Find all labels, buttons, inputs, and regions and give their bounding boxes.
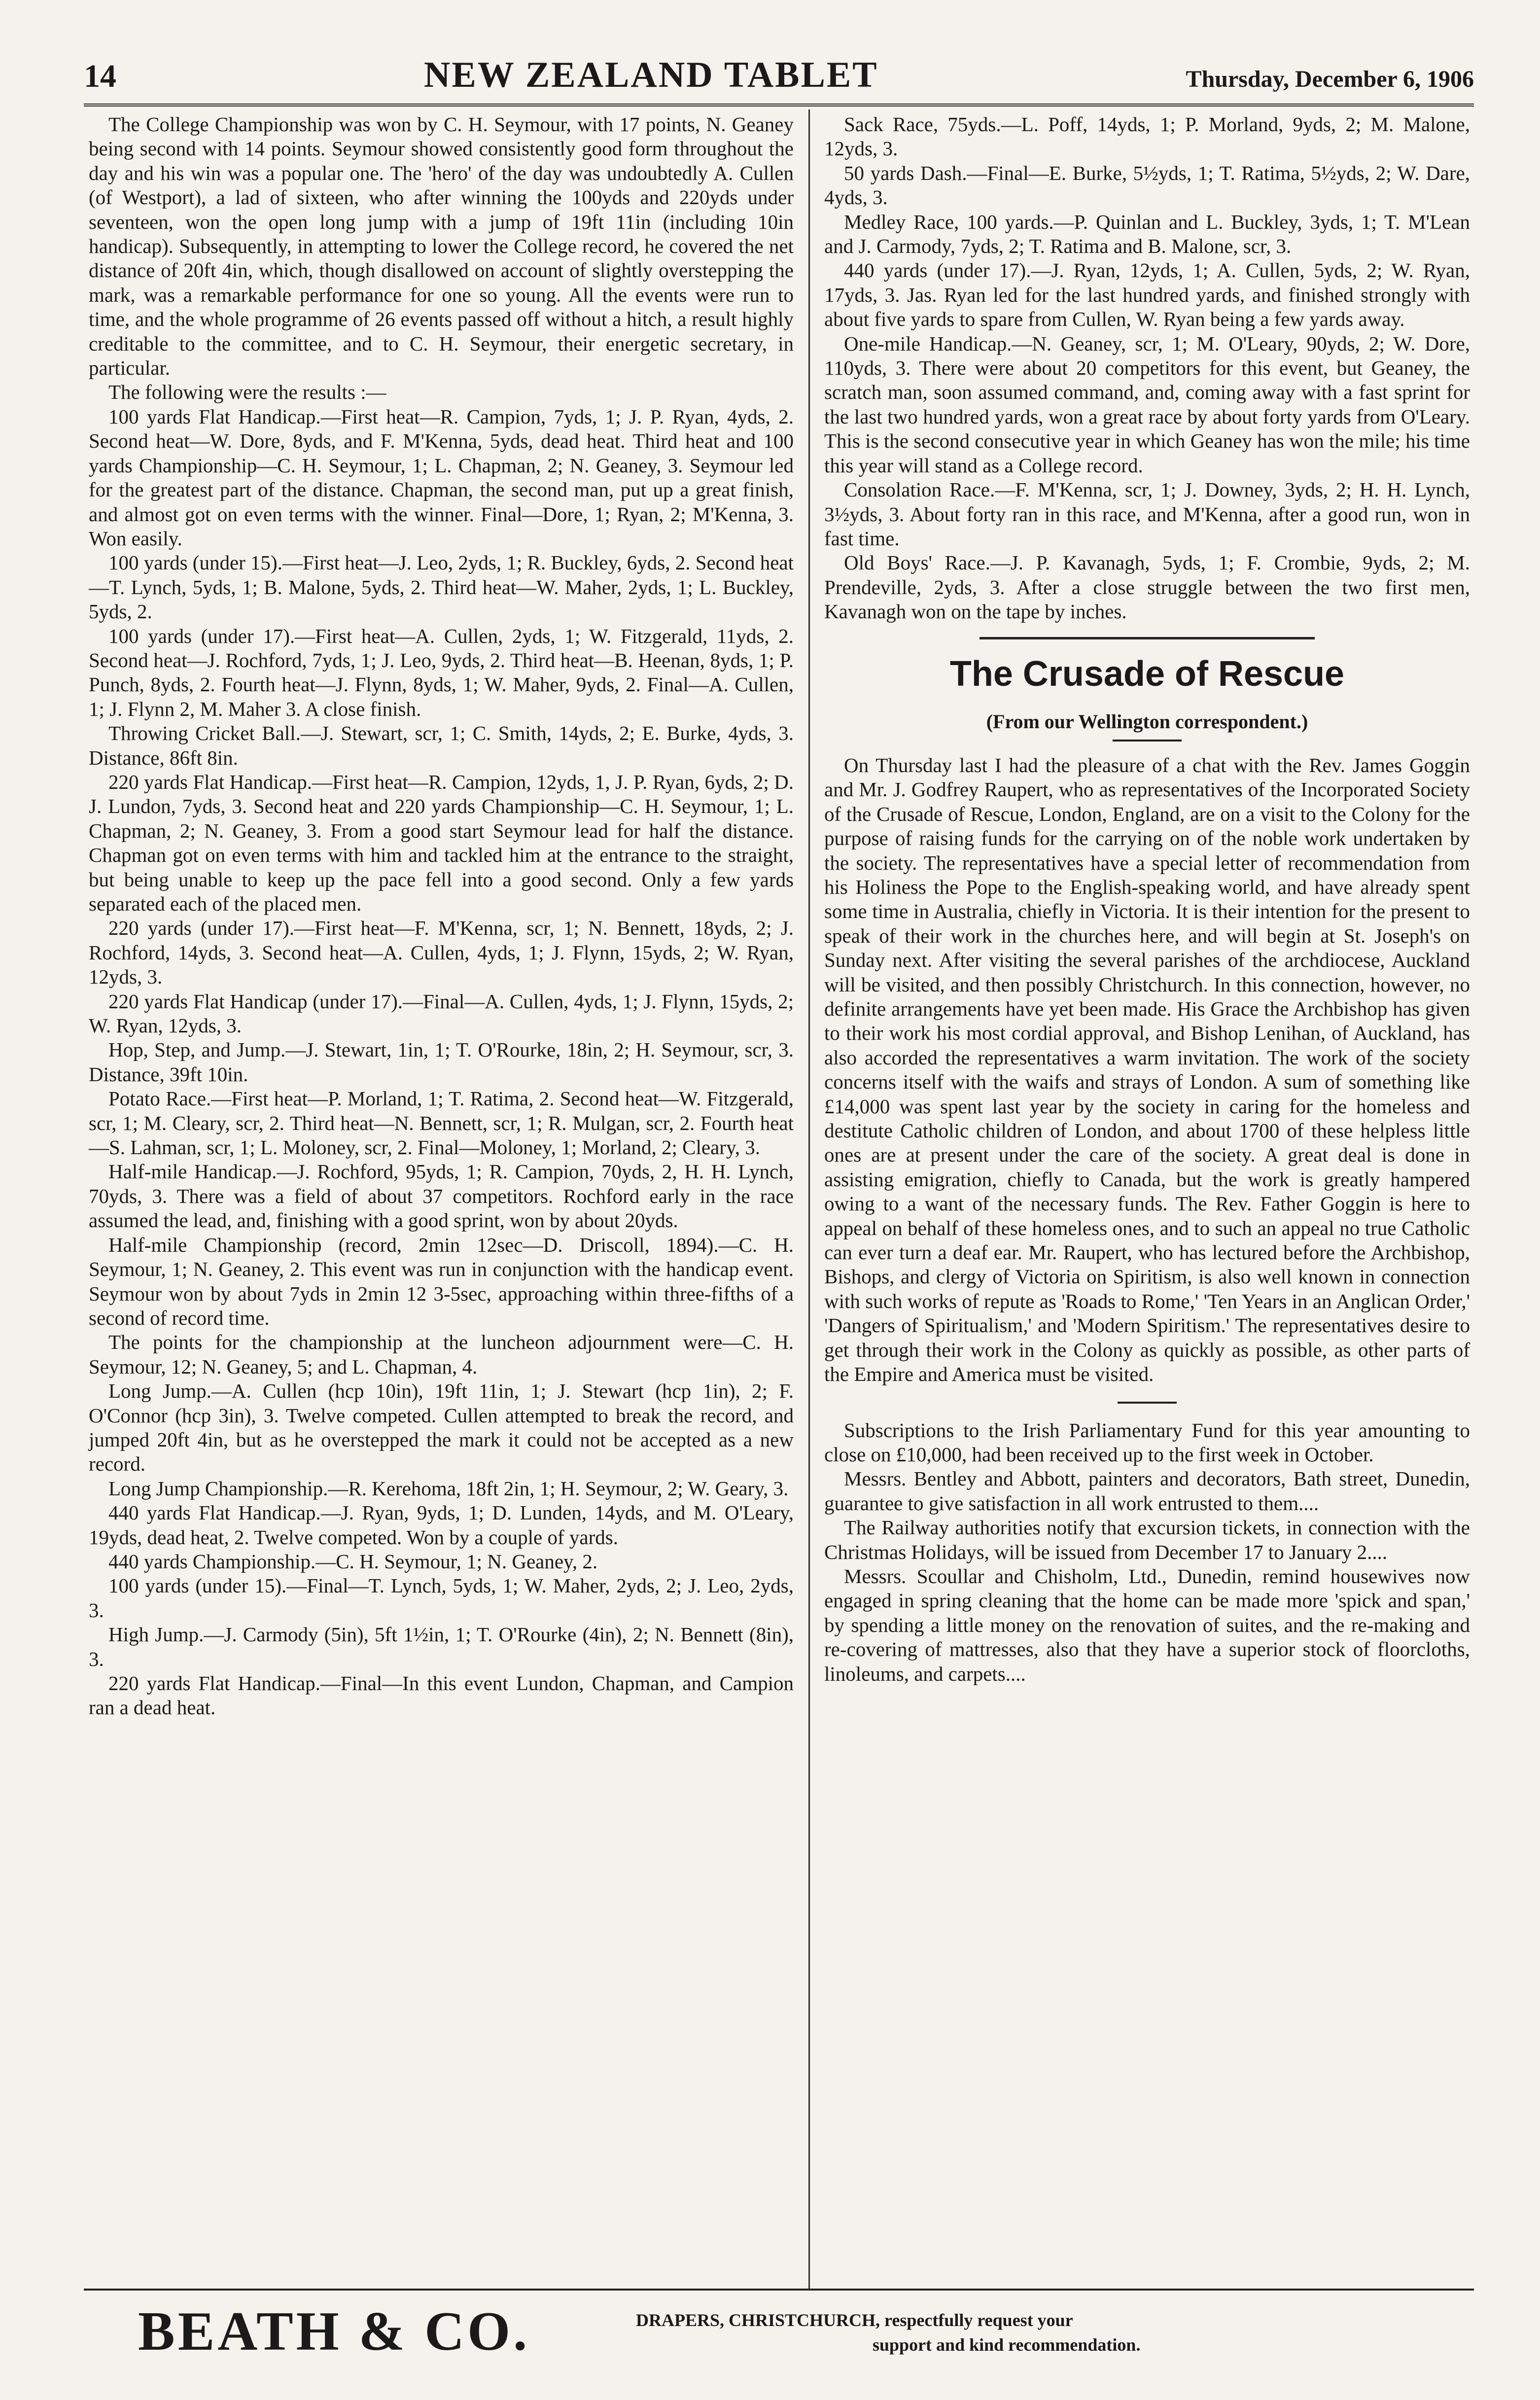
news-note: Subscriptions to the Irish Parliamentary Fund for this year amounting to close on £10,000, had been received up to the first week in October. <box>824 1418 1470 1466</box>
sports-paragraph: Half-mile Championship (record, 2min 12sec—D. Driscoll, 1894).—C. H. Seymour, 1; N. Geaney, 2. This event was run in conjunction with the handicap event. Seymour won by about 7yds in 2min 12 3-5sec, approaching within three-fifths of a second of record time. <box>89 1233 794 1329</box>
advertisement-text-line-2: support and kind recommendation. <box>873 2335 1141 2355</box>
sports-paragraph: The following were the results :— <box>108 381 386 404</box>
news-note: Messrs. Bentley and Abbott, painters and decorators, Bath street, Dunedin, guarantee to give satisfaction in all work entrusted to them.... <box>824 1467 1470 1515</box>
article-body: On Thursday last I had the pleasure of a chat with the Rev. James Goggin and Mr. J. Godfrey Raupert, who as representatives of the Incorporated Society of the Crusade of Rescue, London, England, are on a visit to the Colony for the purpose of raising funds for the carrying on of the noble work undertaken by the society. The representatives have a special letter of recommendation from his Holiness the Pope to the English-speaking world, and have already spent some time in Australia, chiefly in Victoria. It is their intention for the present to speak of their work in the churches here, and will begin at St. Joseph's on Sunday next. After visiting the several parishes of the archdiocese, Auckland will be visited, and then possibly Christchurch. In this connection, however, no definite arrangements have yet been made. His Grace the Archbishop has given to their work his most cordial approval, and Bishop Lenihan, of Auckland, has also accorded the representatives a warm invitation. The work of the society concerns itself with the waifs and strays of London. A sum of something like £14,000 was spent last year by the society in caring for the homeless and destitute Catholic children of London, and about 1700 of these helpless little ones are at present under the care of the society. A great deal is done in assisting emigration, chiefly to Canada, but the work is greatly hampered owing to a want of the necessary funds. The Rev. Father Goggin is here to appeal on behalf of these homeless ones, and to such an appeal no true Catholic can ever turn a deaf ear. Mr. Raupert, who has lectured before the Archbishop, Bishops, and clergy of Victoria on Spiritism, is also well known in connection with such works of repute as 'Roads to Rome,' 'Ten Years in an Anglican Order,' 'Dangers of Spiritualism,' and 'Modern Spiritism.' The representatives desire to get through their work in the Colony as quickly as possible, as other parts of the Empire and America must be visited. <box>824 753 1470 1386</box>
column-divider <box>808 109 810 2289</box>
left-column <box>89 112 794 1720</box>
sports-paragraph: Potato Race.—First heat—P. Morland, 1; T. Ratima, 2. Second heat—W. Fitzgerald, scr, 1; M. Cleary, scr, 2. Third heat—N. Bennett, scr, 1; R. Mulgan, scr, 2. Fourth heat—S. Lahman, scr, 1; L. Moloney, scr, 2. Final—Moloney, 1; Morland, 2; Cleary, 3. <box>89 1087 794 1159</box>
sports-paragraph: Half-mile Handicap.—J. Rochford, 95yds, 1; R. Campion, 70yds, 2, H. H. Lynch, 70yds, 3. There was a field of about 37 competitors. Rochford early in the race assumed the lead, and, finishing with a good sprint, won by about 20yds. <box>89 1160 794 1232</box>
advertiser-name: BEATH & CO. <box>138 2301 530 2362</box>
advertisement-text-line-1: DRAPERS, CHRISTCHURCH, respectfully request your <box>636 2310 1073 2330</box>
page-number: 14 <box>84 58 116 94</box>
right-column <box>824 112 1470 1686</box>
sports-paragraph: Medley Race, 100 yards.—P. Quinlan and L. Buckley, 3yds, 1; T. M'Lean and J. Carmody, 7yds, 2; T. Ratima and B. Malone, scr, 3. <box>824 210 1470 258</box>
sports-paragraph: 100 yards (under 15).—First heat—J. Leo, 2yds, 1; R. Buckley, 6yds, 2. Second heat—T. Lynch, 5yds, 1; B. Malone, 5yds, 2. Third heat—W. Maher, 2yds, 1; L. Buckley, 5yds, 2. <box>89 551 794 623</box>
masthead-title: NEW ZEALAND TABLET <box>423 55 878 95</box>
sports-paragraph: 50 yards Dash.—Final—E. Burke, 5½yds, 1; T. Ratima, 5½yds, 2; W. Dare, 4yds, 3. <box>824 161 1470 209</box>
sports-paragraph: 220 yards Flat Handicap.—Final—In this event Lundon, Chapman, and Campion ran a dead heat. <box>89 1672 794 1719</box>
sports-paragraph: 440 yards Flat Handicap.—J. Ryan, 9yds, 1; D. Lunden, 14yds, and M. O'Leary, 19yds, dead heat, 2. Twelve competed. Won by a couple of yards. <box>89 1501 794 1549</box>
article-byline: (From our Wellington correspondent.) <box>986 710 1308 733</box>
sports-paragraph: 440 yards (under 17).—J. Ryan, 12yds, 1; A. Cullen, 5yds, 2; W. Ryan, 17yds, 3. Jas. Ryan led for the last hundred yards, and finished strongly with about five yards to spare from Cullen, W. Ryan being a few yards away. <box>824 259 1470 331</box>
news-note: Messrs. Scoullar and Chisholm, Ltd., Dunedin, remind housewives now engaged in spring cleaning that the home can be made more 'spick and span,' by spending a little money on the renovation of suites, and the re-making and re-covering of mattresses, also that they have a superior stock of floorcloths, linoleums, and carpets.... <box>824 1564 1470 1685</box>
notes-separator-rule <box>1118 1402 1177 1404</box>
article-headline: The Crusade of Rescue <box>949 654 1345 694</box>
sports-paragraph: Old Boys' Race.—J. P. Kavanagh, 5yds, 1; F. Crombie, 9yds, 2; M. Prendeville, 2yds, 3. After a close struggle between the two first men, Kavanagh won on the tape by inches. <box>824 551 1470 623</box>
byline-rule <box>1113 740 1182 741</box>
header-rule <box>84 104 1474 106</box>
sports-paragraph: 220 yards Flat Handicap.—First heat—R. Campion, 12yds, 1, J. P. Ryan, 6yds, 2; D. J. Lundon, 7yds, 3. Second heat and 220 yards Championship—C. H. Seymour, 1; L. Chapman, 2; N. Geaney, 3. From a good start Seymour lead for half the distance. Chapman got on even terms with him and tackled him at the entrance to the straight, but being unable to keep up the pace fell into a good second. Only a few yards separated each of the placed men. <box>89 770 794 915</box>
sports-paragraph: 100 yards Flat Handicap.—First heat—R. Campion, 7yds, 1; J. P. Ryan, 4yds, 2. Second heat—W. Dore, 8yds, and F. M'Kenna, 5yds, dead heat. Third heat and 100 yards Championship—C. H. Seymour, 1; L. Chapman, 2; N. Geaney, 3. Seymour led for the greatest part of the distance. Chapman, the second man, put up a great finish, and almost got on even terms with the winner. Final—Dore, 1; Ryan, 2; M'Kenna, 3. Won easily. <box>89 405 794 550</box>
sports-paragraph: 220 yards (under 17).—First heat—F. M'Kenna, scr, 1; N. Bennett, 18yds, 2; J. Rochford, 14yds, 3. Second heat—A. Cullen, 4yds, 1; J. Flynn, 15yds, 2; W. Ryan, 12yds, 3. <box>89 917 794 988</box>
sports-paragraph: 440 yards Championship.—C. H. Seymour, 1; N. Geaney, 2. <box>108 1550 598 1573</box>
issue-date: Thursday, December 6, 1906 <box>1186 66 1474 92</box>
sports-paragraph: 100 yards (under 17).—First heat—A. Cullen, 2yds, 1; W. Fitzgerald, 11yds, 2. Second heat—J. Rochford, 7yds, 1; J. Leo, 9yds, 2. Third heat—B. Heenan, 8yds, 1; P. Punch, 8yds, 2. Fourth heat—J. Flynn, 8yds, 1; W. Maher, 9yds, 2. Final—A. Cullen, 1; J. Flynn 2, M. Maher 3. A close finish. <box>89 624 794 720</box>
footer-advertisement <box>138 2300 1469 2364</box>
sports-paragraph: Long Jump Championship.—R. Kerehoma, 18ft 2in, 1; H. Seymour, 2; W. Geary, 3. <box>108 1477 789 1500</box>
sports-paragraph: 220 yards Flat Handicap (under 17).—Final—A. Cullen, 4yds, 1; J. Flynn, 15yds, 2; W. Ryan, 12yds, 3. <box>89 989 794 1037</box>
sports-paragraph: The points for the championship at the luncheon adjournment were—C. H. Seymour, 12; N. Geaney, 5; and L. Chapman, 4. <box>89 1331 794 1378</box>
sports-paragraph: Hop, Step, and Jump.—J. Stewart, 1in, 1; T. O'Rourke, 18in, 2; H. Seymour, scr, 3. Distance, 39ft 10in. <box>89 1038 794 1086</box>
sports-paragraph: One-mile Handicap.—N. Geaney, scr, 1; M. O'Leary, 90yds, 2; W. Dore, 110yds, 3. There were about 20 competitors for this event, but Geaney, the scratch man, soon assumed command, and, coming away with a fast sprint for the last two hundred yards, won a great race by about forty yards from O'Leary. This is the second consecutive year in which Geaney has won the mile; his time this year will stand as a College record. <box>824 332 1470 477</box>
sports-paragraph: Long Jump.—A. Cullen (hcp 10in), 19ft 11in, 1; J. Stewart (hcp 1in), 2; F. O'Connor (hcp 3in), 3. Twelve competed. Cullen attempted to break the record, and jumped 20ft 4in, but as he overstepped the mark it could not be accepted as a new record. <box>89 1379 794 1476</box>
article-separator-rule <box>980 637 1315 639</box>
sports-paragraph: Consolation Race.—F. M'Kenna, scr, 1; J. Downey, 3yds, 2; H. H. Lynch, 3½yds, 3. About forty ran in this race, and M'Kenna, after a good run, won in fast time. <box>824 478 1470 550</box>
sports-paragraph: The College Championship was won by C. H. Seymour, with 17 points, N. Geaney being second with 14 points. Seymour showed consistently good form throughout the day and his win was a popular one. The 'hero' of the day was undoubtedly A. Cullen (of Westport), a lad of sixteen, who after winning the 100yds and 220yds under seventeen, won the open long jump with a jump of 19ft 11in (including 10in handicap). Subsequently, in attempting to lower the College record, he covered the net distance of 20ft 4in, which, though disallowed on account of slightly overstepping the mark, was a remarkable performance for one so young. All the events were run to time, and the whole programme of 26 events passed off without a hitch, a result highly creditable to the committee, and to C. H. Seymour, their energetic secretary, in particular. <box>89 113 794 380</box>
sports-paragraph: Throwing Cricket Ball.—J. Stewart, scr, 1; C. Smith, 14yds, 2; E. Burke, 4yds, 3. Distance, 86ft 8in. <box>89 722 794 769</box>
sports-paragraph: Sack Race, 75yds.—L. Poff, 14yds, 1; P. Morland, 9yds, 2; M. Malone, 12yds, 3. <box>824 113 1470 160</box>
footer-rule <box>84 2289 1474 2291</box>
page-header <box>84 54 1474 104</box>
news-note: The Railway authorities notify that excursion tickets, in connection with the Christmas Holidays, will be issued from December 17 to January 2.... <box>824 1516 1470 1563</box>
sports-paragraph: 100 yards (under 15).—Final—T. Lynch, 5yds, 1; W. Maher, 2yds, 2; J. Leo, 2yds, 3. <box>89 1574 794 1622</box>
sports-paragraph: High Jump.—J. Carmody (5in), 5ft 1½in, 1; T. O'Rourke (4in), 2; N. Bennett (8in), 3. <box>89 1623 794 1670</box>
